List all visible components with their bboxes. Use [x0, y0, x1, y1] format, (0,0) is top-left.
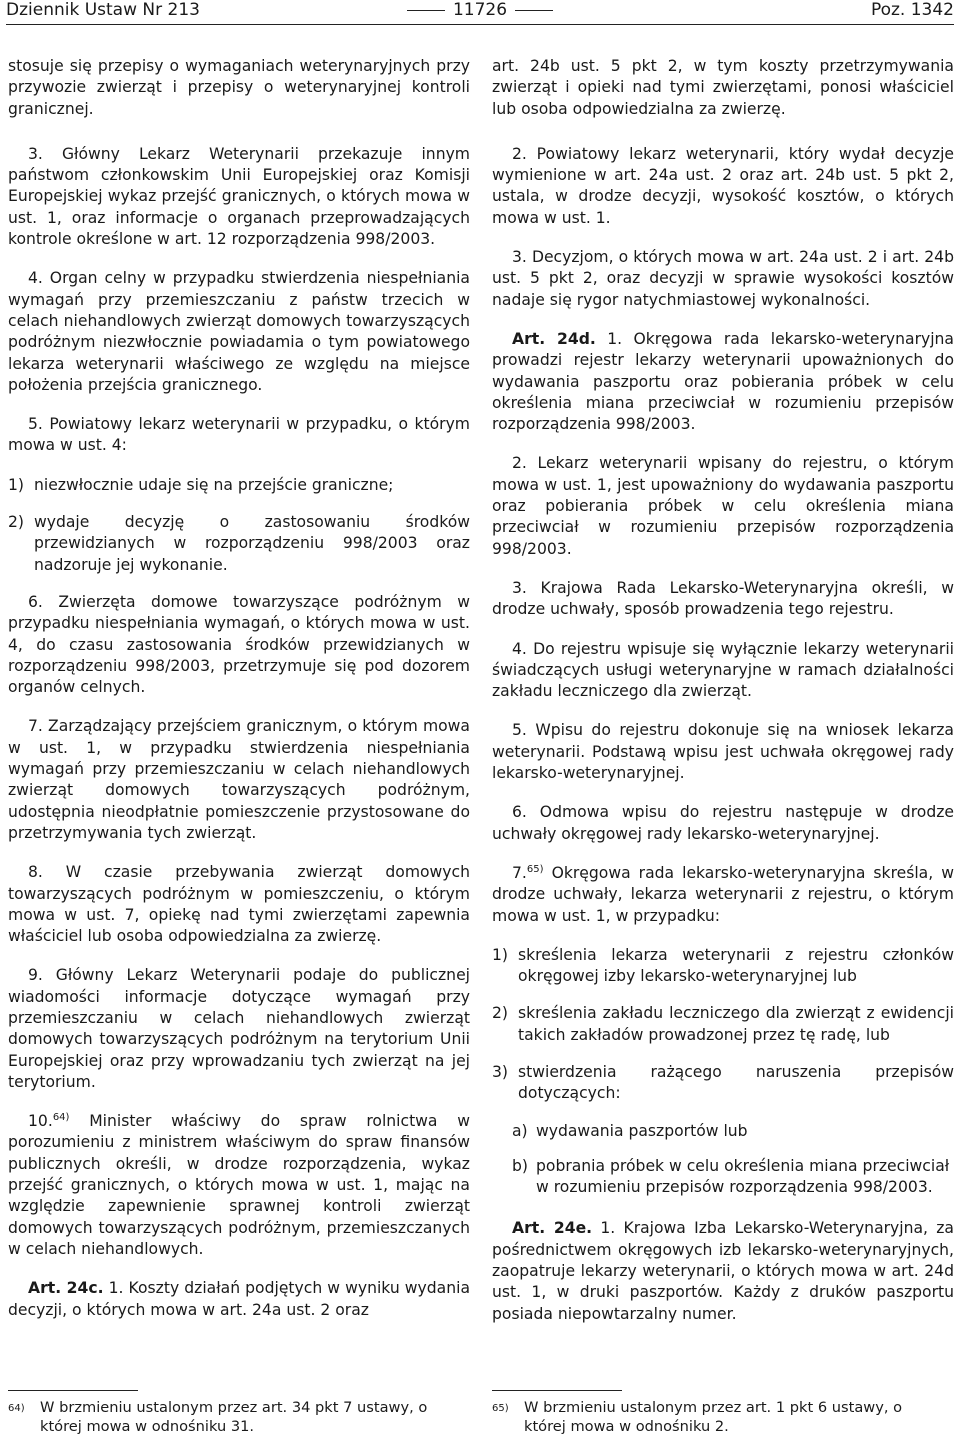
- paragraph: 4. Do rejestru wpisuje się wyłącznie lekarzy weterynarii świadczących usługi weterynaryjne w ramach działalności zakładu leczniczego dla zwierząt.: [492, 639, 954, 701]
- paragraph: 3. Decyzjom, o których mowa w art. 24a ust. 2 i art. 24b ust. 5 pkt 2, oraz decyzji w sprawie wysokości kosztów nadaje się rygor natychmiastowej wykonalności.: [492, 248, 954, 309]
- footnote-rule: [492, 1390, 622, 1391]
- list-item: 1) niezwłocznie udaje się na przejście graniczne;: [8, 475, 394, 494]
- list-item: 1) skreślenia lekarza weterynarii z rejestru członków okręgowej izby lekarsko-weterynaryjnej lub: [492, 945, 954, 986]
- article-label: Art. 24c.: [28, 1279, 104, 1298]
- paragraph: 5. Wpisu do rejestru dokonuje się na wniosek lekarza weterynarii. Podstawą wpisu jest uchwała okręgowej rady lekarsko-weterynaryjnej.: [492, 721, 954, 783]
- article-paragraph: Art. 24c. 1. Koszty działań podjętych w wyniku wydania decyzji, o których mowa w art. 24a ust. 2 oraz: [8, 1279, 470, 1319]
- footnote-text: W brzmieniu ustalonym przez art. 1 pkt 6 ustawy, o której mowa w odnośniku 2.: [524, 1399, 903, 1435]
- left-column: [8, 56, 470, 1339]
- footnote-ref: 65): [526, 863, 544, 875]
- paragraph: 10.$^{64)}$ Minister właściwy do spraw rolnictwa w porozumieniu z ministrem właściwym do spraw finansów publicznych określi, w drodze rozporządzenia, wykaz przejść granicznych, o których mowa w ust. 1, mając na względzie zapewnienie sprawnej kontroli zwierząt domowych towarzyszących podróżnym, przemieszczanych w celach niehandlowych.: [8, 1111, 470, 1258]
- paragraph: 2. Powiatowy lekarz weterynarii, który wydał decyzje wymienione w art. 24a ust. 2 oraz art. 24b ust. 5 pkt 2, ustala, w drodze decyzji, wysokość kosztów, o których mowa w ust. 1.: [492, 144, 954, 227]
- paragraph: 2. Lekarz weterynarii wpisany do rejestru, o którym mowa w ust. 1, jest upoważniony do wydawania paszportu oraz pobierania próbek w celu określenia miana przeciwciał w rozumieniu przepisów rozporządzenia 998/2003.: [492, 454, 954, 558]
- paragraph: 4. Organ celny w przypadku stwierdzenia niespełniania wymagań przy przemieszczaniu z państw trzecich w celach niehandlowych zwierząt domowych towarzyszących podróżnym niezwłocznie powiadamia o tym powiatowego lekarza weterynarii właściwego ze względu na miejsce położenia przejścia granicznego.: [8, 269, 470, 394]
- page-number: 11726: [6, 0, 954, 20]
- article-paragraph: Art. 24e. 1. Krajowa Izba Lekarsko-Weterynaryjna, za pośrednictwem okręgowych izb lekarsko-weterynaryjnych, zaopatruje lekarzy weterynarii, o których mowa w art. 24d ust. 1, w druki paszportów. Każdy z druków paszportu posiada niepowtarzalny numer.: [492, 1219, 954, 1323]
- footnote: [492, 1398, 944, 1436]
- footnote-mark: 64): [8, 1403, 25, 1414]
- footnote-mark: 65): [492, 1403, 509, 1414]
- paragraph: 3. Główny Lekarz Weterynarii przekazuje innym państwom członkowskim Unii Europejskiej oraz Komisji Europejskiej wykaz przejść granicznych, o których mowa w ust. 1, oraz informacje o organach przeprowadzających kontrole określone w art. 12 rozporządzenia 998/2003.: [8, 144, 470, 249]
- paragraph: art. 24b ust. 5 pkt 2, w tym koszty przetrzymywania zwierząt i opieki nad tymi zwierzętami, ponosi właściciel lub osoba odpowiedzialna za zwierzę.: [492, 57, 954, 118]
- paragraph: 3. Krajowa Rada Lekarsko-Weterynaryjna określi, w drodze uchwały, sposób prowadzenia tego rejestru.: [492, 578, 954, 619]
- list-item: 2) wydaje decyzję o zastosowaniu środków przewidzianych w rozporządzeniu 998/2003 oraz nadzoruje jej wykonanie.: [8, 513, 470, 574]
- journal-title: Dziennik Ustaw Nr 213: [6, 0, 200, 20]
- article-paragraph: Art. 24d. 1. Okręgowa rada lekarsko-weterynaryjna prowadzi rejestr lekarzy weterynarii upoważnionych do wydawania paszportu oraz pobierania próbek w celu określenia miana przeciwciał w rozumieniu przepisów rozporządzenia 998/2003.: [492, 329, 954, 434]
- position-number: Poz. 1342: [870, 0, 954, 20]
- footnote-text: W brzmieniu ustalonym przez art. 34 pkt 7 ustawy, o której mowa w odnośniku 31.: [40, 1399, 428, 1435]
- article-label: Art. 24e.: [512, 1219, 593, 1238]
- paragraph: 9. Główny Lekarz Weterynarii podaje do publicznej wiadomości informacje dotyczące wymagań przy przemieszczaniu w celach niehandlowych zwierząt domowych towarzyszących podróżnym na terytorium Unii Europejskiej oraz przy wprowadzaniu tych zwierząt na jej terytorium.: [8, 966, 470, 1091]
- footnote-ref: 64): [52, 1111, 70, 1123]
- list-item: 3) stwierdzenia rażącego naruszenia przepisów dotyczących:: [492, 1062, 954, 1103]
- sub-list-item: b) pobrania próbek w celu określenia miana przeciwciał w rozumieniu przepisów rozporządzenia 998/2003.: [512, 1156, 950, 1197]
- paragraph: 7.$^{65)}$ Okręgowa rada lekarsko-weterynaryjna skreśla, w drodze uchwały, lekarza weterynarii z rejestru, o którym mowa w ust. 1, w przypadku:: [492, 863, 954, 925]
- paragraph: 6. Zwierzęta domowe towarzyszące podróżnym w przypadku niespełniania wymagań, o których mowa w ust. 4, do czasu zastosowania środków przewidzianych w rozporządzeniu 998/2003, przetrzymuje się pod dozorem organów celnych.: [8, 592, 470, 697]
- right-column: [492, 56, 954, 1343]
- paragraph: stosuje się przepisy o wymaganiach weterynaryjnych przy przywozie zwierząt i przepisy o weterynaryjnej kontroli granicznej.: [8, 57, 470, 118]
- footnote: [8, 1398, 460, 1436]
- paragraph: 7. Zarządzający przejściem granicznym, o którym mowa w ust. 1, w przypadku stwierdzenia niespełniania wymagań przy przemieszczaniu w celach niehandlowych zwierząt domowych towarzyszących podróżnym, udostępnia nieodpłatnie pomieszczenie przystosowane do przetrzymywania tych zwierząt.: [8, 717, 470, 842]
- footnote-rule: [8, 1390, 138, 1391]
- header-rule: [6, 24, 954, 25]
- paragraph: 5. Powiatowy lekarz weterynarii w przypadku, o którym mowa w ust. 4:: [8, 415, 470, 455]
- page-header: [6, 0, 954, 22]
- paragraph: 6. Odmowa wpisu do rejestru następuje w drodze uchwały okręgowej rady lekarsko-weterynaryjnej.: [492, 803, 954, 843]
- sub-list-item: a) wydawania paszportów lub: [512, 1121, 748, 1140]
- article-label: Art. 24d.: [512, 329, 596, 348]
- paragraph: 8. W czasie przebywania zwierząt domowych towarzyszących podróżnym w pomieszczeniu, o którym mowa w ust. 7, opiekę nad tymi zwierzętami zapewnia właściciel lub osoba odpowiedzialna za zwierzę.: [8, 863, 470, 946]
- list-item: 2) skreślenia zakładu leczniczego dla zwierząt z ewidencji takich zakładów prowadzonej przez tę radę, lub: [492, 1004, 954, 1044]
